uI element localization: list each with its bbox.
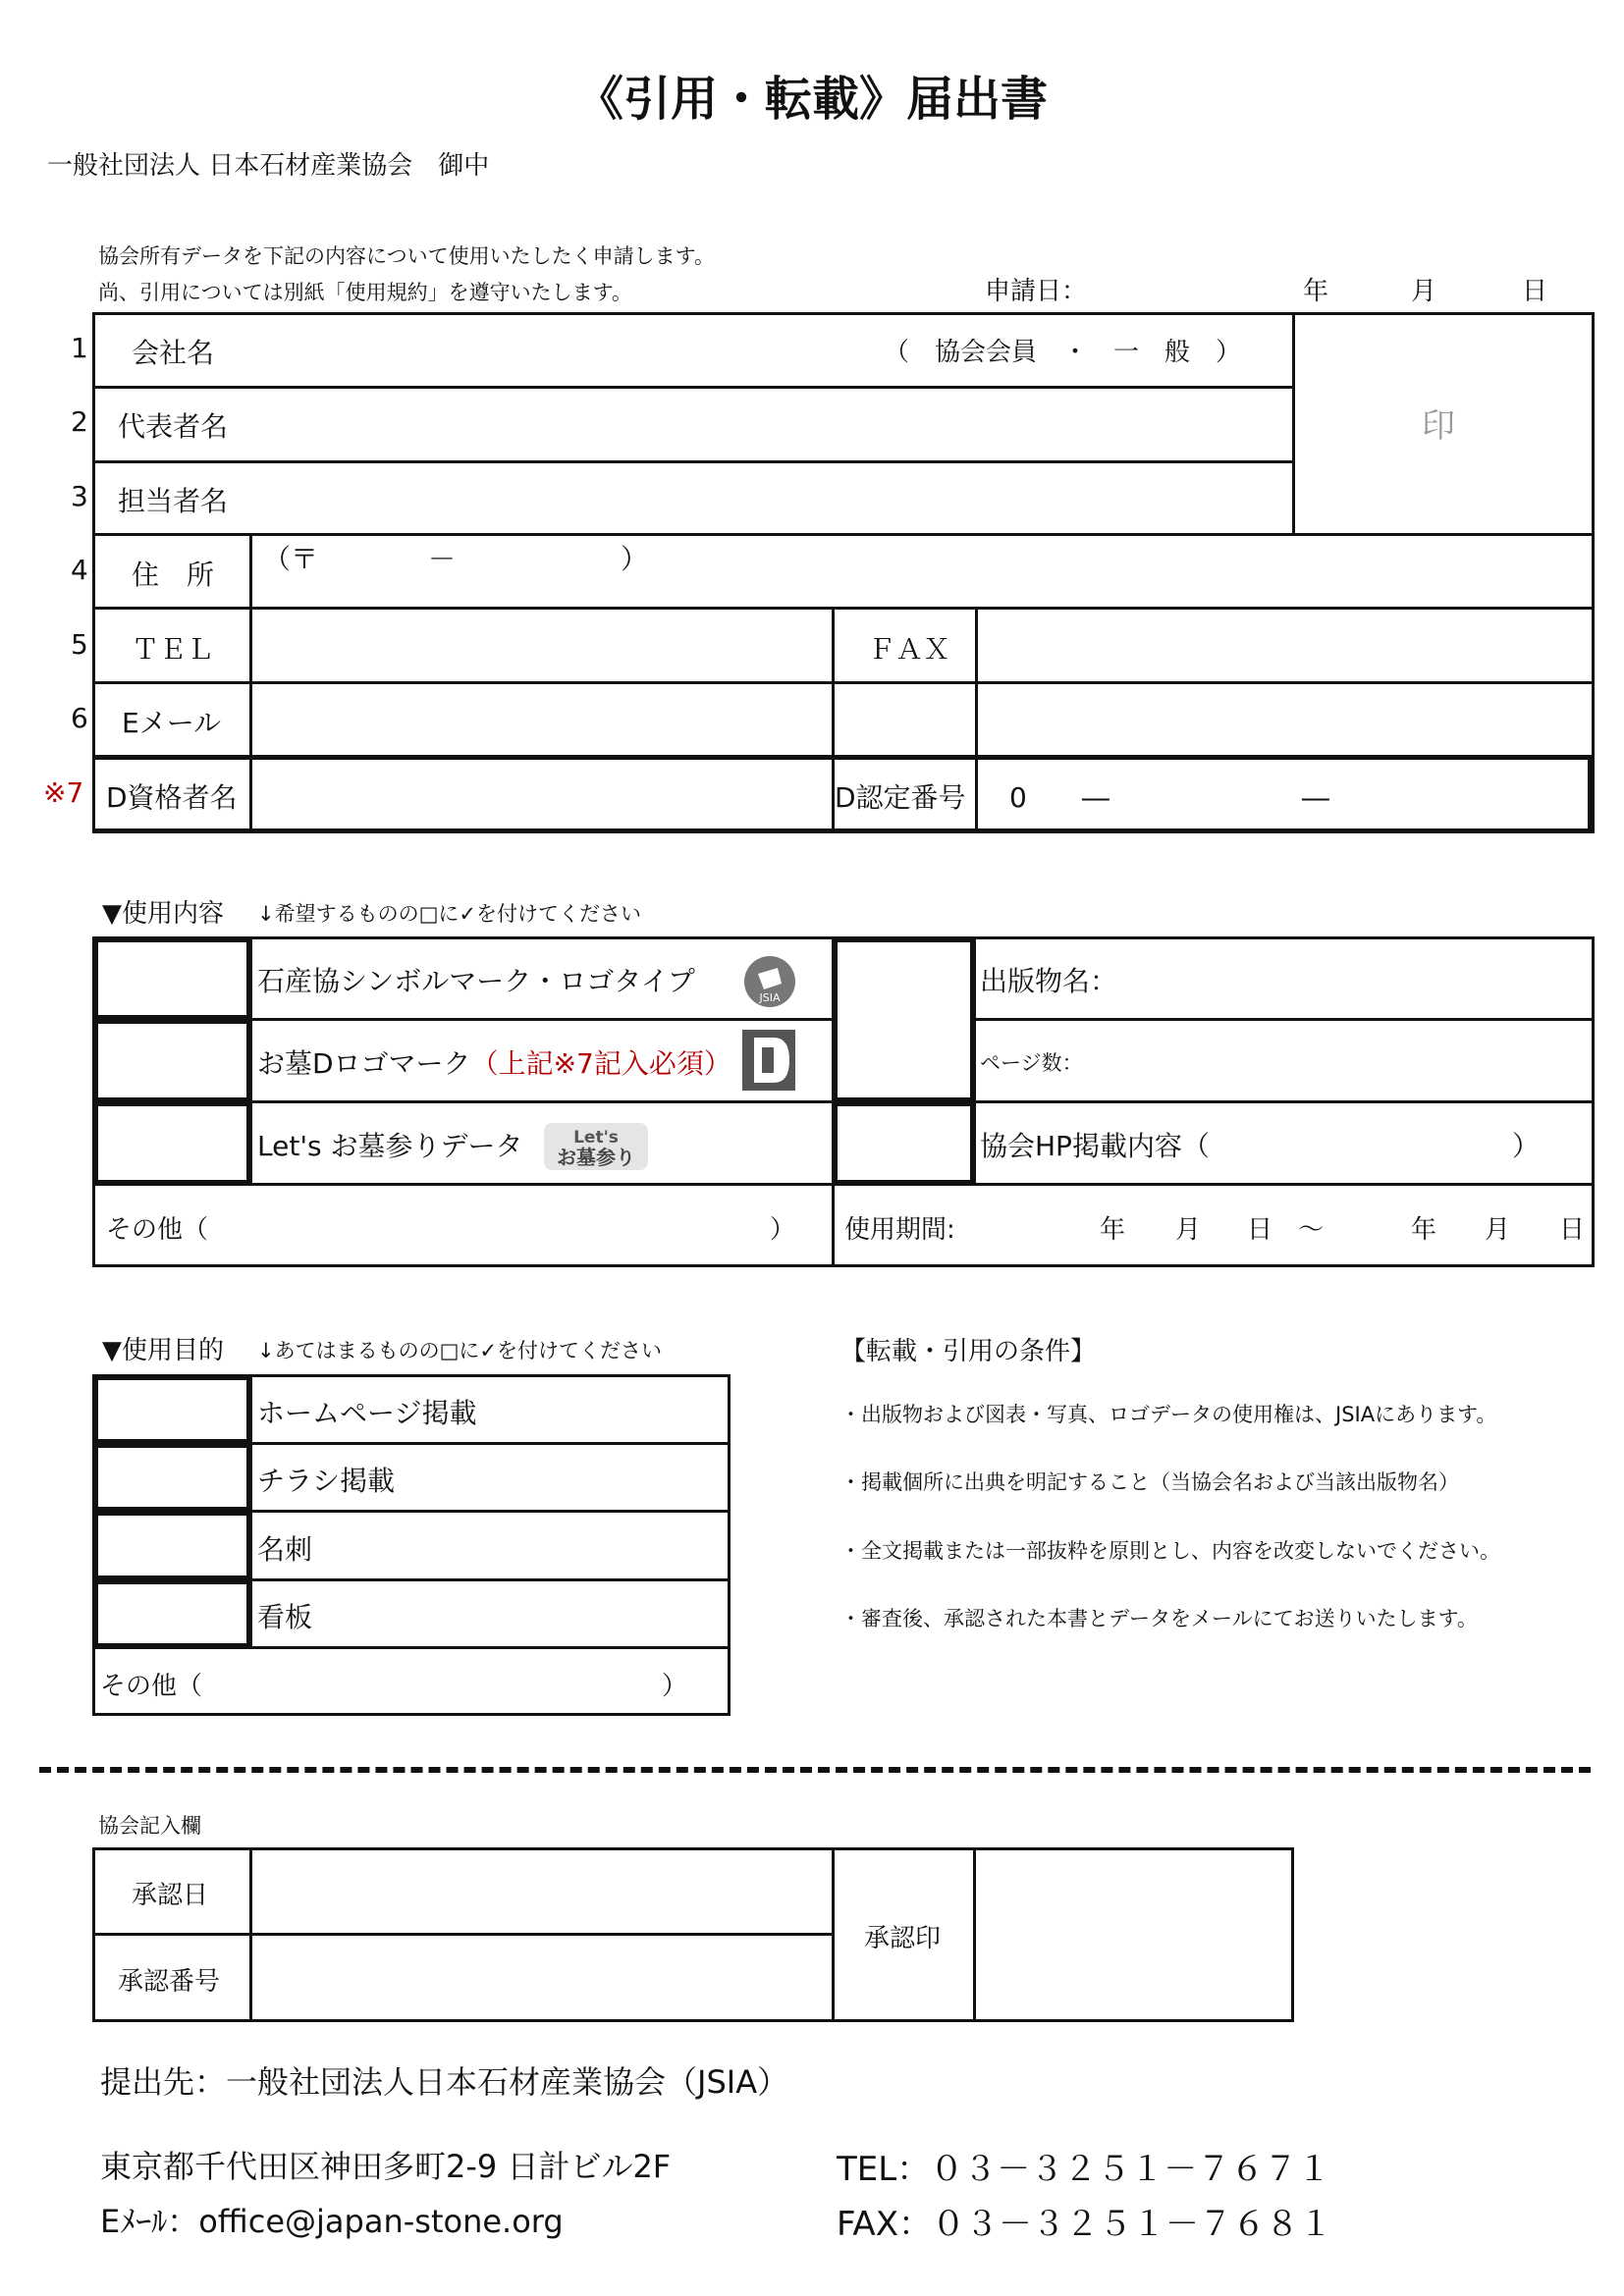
- checkbox-lets-ohakamairi[interactable]: [92, 1100, 252, 1186]
- publication-name-label: 出版物名：: [980, 965, 1118, 997]
- company-name-label: 会社名: [132, 337, 215, 369]
- checkbox-flyer[interactable]: [92, 1442, 252, 1513]
- period-start-day[interactable]: 日: [1247, 1215, 1273, 1245]
- apply-date-month[interactable]: 月: [1411, 277, 1437, 306]
- apply-date-label: 申請日：: [985, 277, 1088, 306]
- contact-person-label: 担当者名: [118, 485, 229, 517]
- jsia-logo-label: 石産協シンボルマーク・ロゴタイプ: [257, 965, 695, 997]
- row-num-5: 5: [71, 628, 88, 661]
- jsia-logo-icon: [738, 954, 801, 1009]
- approval-number-label: 承認番号: [118, 1967, 221, 1997]
- row-num-3: 3: [71, 480, 88, 512]
- addressee: 一般社団法人 日本石材産業協会 御中: [47, 151, 490, 181]
- svg-text:お墓参り: お墓参り: [557, 1146, 635, 1169]
- purpose-homepage: ホームページ掲載: [257, 1397, 477, 1429]
- row-num-7: ※7: [43, 776, 84, 809]
- address-label: 住 所: [132, 559, 215, 591]
- row-num-4: 4: [71, 554, 88, 586]
- period-start-month[interactable]: 月: [1175, 1215, 1202, 1245]
- association-heading: 協会記入欄: [98, 1814, 201, 1838]
- purpose-other-field[interactable]: その他（ ）: [100, 1672, 688, 1701]
- ohaka-d-logo-icon: [740, 1028, 797, 1093]
- footer-address: 東京都千代田区神田多町2-9 日計ビル2F: [100, 2148, 672, 2185]
- checkbox-signboard[interactable]: [92, 1578, 252, 1649]
- svg-text:Let's: Let's: [573, 1128, 619, 1148]
- usage-purpose-heading: ▼使用目的: [102, 1336, 224, 1365]
- svg-text:JSIA: JSIA: [759, 991, 781, 1004]
- row-num-1: 1: [71, 332, 88, 364]
- intro-line-2: 尚、引用については別紙「使用規約」を遵守いたします。: [98, 281, 632, 304]
- membership-choice[interactable]: （ 協会会員 ・ 一 般 ）: [884, 338, 1242, 367]
- usage-period-label: 使用期間:: [844, 1215, 955, 1245]
- purpose-flyer: チラシ掲載: [257, 1465, 396, 1497]
- checkbox-ohaka-d-logo[interactable]: [92, 1018, 252, 1103]
- usage-content-hint: ↓希望するものの□に✓を付けてください: [257, 902, 642, 926]
- seal-mark: 印: [1422, 406, 1455, 446]
- condition-2: ・掲載個所に出典を明記すること（当協会名および当該出版物名）: [840, 1470, 1459, 1494]
- footer-tel: TEL：０３－３２５１－７６７１: [837, 2150, 1331, 2189]
- intro-line-1: 協会所有データを下記の内容について使用いたしたく申請します。: [98, 244, 715, 268]
- row-num-2: 2: [71, 405, 88, 438]
- checkbox-homepage[interactable]: [92, 1374, 252, 1445]
- checkbox-jsia-logo[interactable]: [92, 936, 252, 1021]
- tel-label: ＴＥＬ: [132, 633, 215, 666]
- page-title: 《引用・転載》届出書: [575, 72, 1048, 127]
- approval-date-label: 承認日: [132, 1881, 209, 1910]
- apply-date-year[interactable]: 年: [1303, 277, 1329, 306]
- ohaka-d-logo-text: お墓Dロゴマーク: [257, 1047, 471, 1080]
- address-field[interactable]: （〒 － ）: [263, 543, 649, 575]
- email-label: Eメール: [122, 707, 222, 739]
- submit-to: 提出先：一般社団法人日本石材産業協会（JSIA）: [100, 2063, 789, 2101]
- approval-stamp-label: 承認印: [864, 1924, 942, 1953]
- period-end-month[interactable]: 月: [1485, 1215, 1511, 1245]
- condition-3: ・全文掲載または一部抜粋を原則とし、内容を改変しないでください。: [840, 1539, 1500, 1563]
- usage-content-heading: ▼使用内容: [102, 899, 224, 929]
- period-end-day[interactable]: 日: [1559, 1215, 1586, 1245]
- checkbox-publication[interactable]: [832, 936, 976, 1103]
- lets-ohakamairi-label: Let's お墓参りデータ: [257, 1130, 523, 1162]
- fax-label: ＦＡＸ: [868, 633, 951, 666]
- page-count-label: ページ数：: [980, 1051, 1083, 1075]
- checkbox-business-card[interactable]: [92, 1510, 252, 1581]
- d-qualified-name-label: D資格者名: [106, 781, 238, 814]
- row-num-6: 6: [71, 702, 88, 734]
- hp-content-label: 協会HP掲載内容（ ）: [980, 1130, 1540, 1162]
- condition-1: ・出版物および図表・写真、ロゴデータの使用権は、JSIAにあります。: [840, 1403, 1497, 1426]
- apply-date-day[interactable]: 日: [1522, 277, 1548, 306]
- d-cert-number-field[interactable]: 0 ― ―: [1009, 781, 1329, 814]
- purpose-signboard: 看板: [257, 1601, 313, 1633]
- conditions-heading: 【転載・引用の条件】: [840, 1337, 1097, 1366]
- d-cert-number-label: D認定番号: [835, 781, 966, 814]
- footer-fax: FAX：０３－３２５１－７６８１: [837, 2205, 1332, 2244]
- period-end-year[interactable]: 年: [1411, 1215, 1437, 1245]
- purpose-business-card: 名刺: [257, 1533, 313, 1566]
- dash-separator: [39, 1767, 1591, 1773]
- checkbox-hp-content[interactable]: [832, 1100, 976, 1186]
- footer-email[interactable]: Eﾒｰﾙ：office@japan-stone.org: [100, 2203, 564, 2240]
- ohaka-d-logo-label: [257, 1042, 731, 1082]
- period-tilde: ～: [1298, 1215, 1325, 1245]
- lets-ohakamairi-logo: [542, 1119, 650, 1174]
- condition-4: ・審査後、承認された本書とデータをメールにてお送りいたします。: [840, 1607, 1478, 1630]
- usage-other-field[interactable]: その他（ ）: [106, 1215, 796, 1245]
- period-start-year[interactable]: 年: [1100, 1215, 1126, 1245]
- representative-label: 代表者名: [118, 410, 229, 443]
- ohaka-d-logo-note: （上記※7記入必須）: [470, 1047, 731, 1080]
- usage-purpose-hint: ↓あてはまるものの□に✓を付けてください: [257, 1339, 663, 1362]
